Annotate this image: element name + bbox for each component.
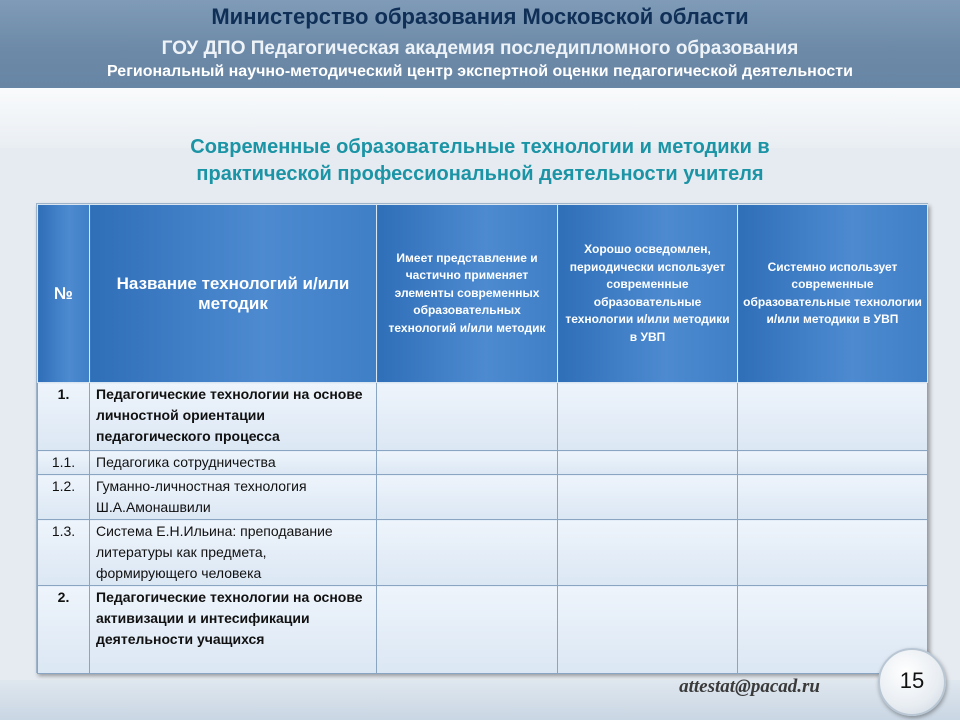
row-number: 1.1.: [38, 451, 90, 475]
row-level-partial-cell[interactable]: [377, 520, 558, 586]
row-level-systemic-cell[interactable]: [738, 520, 928, 586]
slide-title-line2: практической профессиональной деятельности учителя: [196, 163, 764, 185]
center-title: Региональный научно-методический центр экспертной оценки педагогической деятельности: [107, 63, 853, 80]
slide-title: [0, 134, 960, 188]
row-technology-name: Педагогика сотрудничества: [90, 451, 377, 475]
ministry-title: Министерство образования Московской области: [211, 4, 749, 29]
row-technology-name: Педагогические технологии на основе личностной ориентации педагогического процесса: [90, 383, 377, 451]
row-number: 2.: [38, 586, 90, 674]
row-level-systemic-cell[interactable]: [738, 451, 928, 475]
table-row: [38, 520, 928, 586]
row-level-periodic-cell[interactable]: [558, 475, 738, 520]
table-row: [38, 383, 928, 451]
row-technology-name: Педагогические технологии на основе активизации и интесификации деятельности учащихся: [90, 586, 377, 674]
row-level-periodic-cell[interactable]: [558, 586, 738, 674]
header-number: №: [38, 205, 90, 383]
row-technology-name: Гуманно-личностная технология Ш.А.Амонашвили: [90, 475, 377, 520]
header-level-periodic: Хорошо осведомлен, периодически использует современные образовательные технологии и/или методики в УВП: [558, 205, 738, 383]
row-level-periodic-cell[interactable]: [558, 383, 738, 451]
academy-title: ГОУ ДПО Педагогическая академия последипломного образования: [161, 38, 799, 59]
page-number-badge: 15: [878, 648, 946, 716]
row-level-partial-cell[interactable]: [377, 451, 558, 475]
row-level-partial-cell[interactable]: [377, 383, 558, 451]
row-level-systemic-cell[interactable]: [738, 383, 928, 451]
row-level-partial-cell[interactable]: [377, 475, 558, 520]
row-number: 1.: [38, 383, 90, 451]
table-row: [38, 586, 928, 674]
row-technology-name: Система Е.Н.Ильина: преподавание литературы как предмета, формирующего человека: [90, 520, 377, 586]
contact-email[interactable]: attestat@pacad.ru: [679, 676, 820, 697]
table-header-row: [38, 205, 928, 383]
row-level-periodic-cell[interactable]: [558, 520, 738, 586]
header-banner: [0, 0, 960, 88]
header-level-partial: Имеет представление и частично применяет элементы современных образовательных технологий и/или методик: [377, 205, 558, 383]
row-number: 1.2.: [38, 475, 90, 520]
header-level-systemic: Системно использует современные образовательные технологии и/или методики в УВП: [738, 205, 928, 383]
table-row: [38, 475, 928, 520]
row-number: 1.3.: [38, 520, 90, 586]
row-level-systemic-cell[interactable]: [738, 475, 928, 520]
technologies-table: [37, 204, 928, 674]
row-level-periodic-cell[interactable]: [558, 451, 738, 475]
table-row: [38, 451, 928, 475]
technologies-table-frame: [36, 203, 928, 673]
row-level-partial-cell[interactable]: [377, 586, 558, 674]
slide-title-line1: Современные образовательные технологии и методики в: [190, 136, 770, 158]
header-technology-name: Название технологий и/или методик: [90, 205, 377, 383]
